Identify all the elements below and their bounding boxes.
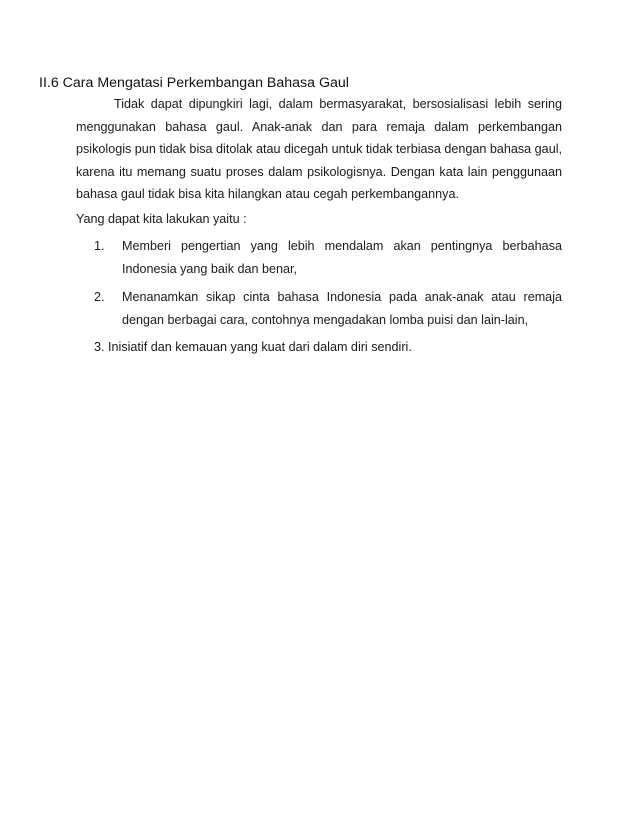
list-item-number: 1. xyxy=(94,239,105,253)
list-item-number: 3. xyxy=(94,340,105,354)
list-item xyxy=(94,235,562,280)
body-paragraph: Tidak dapat dipungkiri lagi, dalam bermasyarakat, bersosialisasi lebih sering menggunakan bahasa gaul. Anak-anak dan para remaja dalam perkembangan psikologis pun tidak bisa ditolak atau dicegah untuk tidak terbiasa dengan bahasa gaul, karena itu memang suatu proses dalam psikologisnya. Dengan kata lain penggunaan bahasa gaul tidak bisa kita hilangkan atau cegah perkembangannya. xyxy=(76,97,562,201)
list-item-text: Menanamkan sikap cinta bahasa Indonesia pada anak-anak atau remaja dengan berbagai cara, contohnya mengadakan lomba puisi dan lain-lain, xyxy=(122,290,562,327)
list-item xyxy=(94,286,562,331)
list-intro: Yang dapat kita lakukan yaitu : xyxy=(76,212,247,226)
list-item-text: Inisiatif dan kemauan yang kuat dari dalam diri sendiri. xyxy=(108,340,412,354)
list-item-text: Memberi pengertian yang lebih mendalam akan pentingnya berbahasa Indonesia yang baik dan benar, xyxy=(122,239,562,276)
section-heading: II.6 Cara Mengatasi Perkembangan Bahasa Gaul xyxy=(39,75,349,91)
list-item-number: 2. xyxy=(94,290,105,304)
list-item xyxy=(94,338,412,356)
